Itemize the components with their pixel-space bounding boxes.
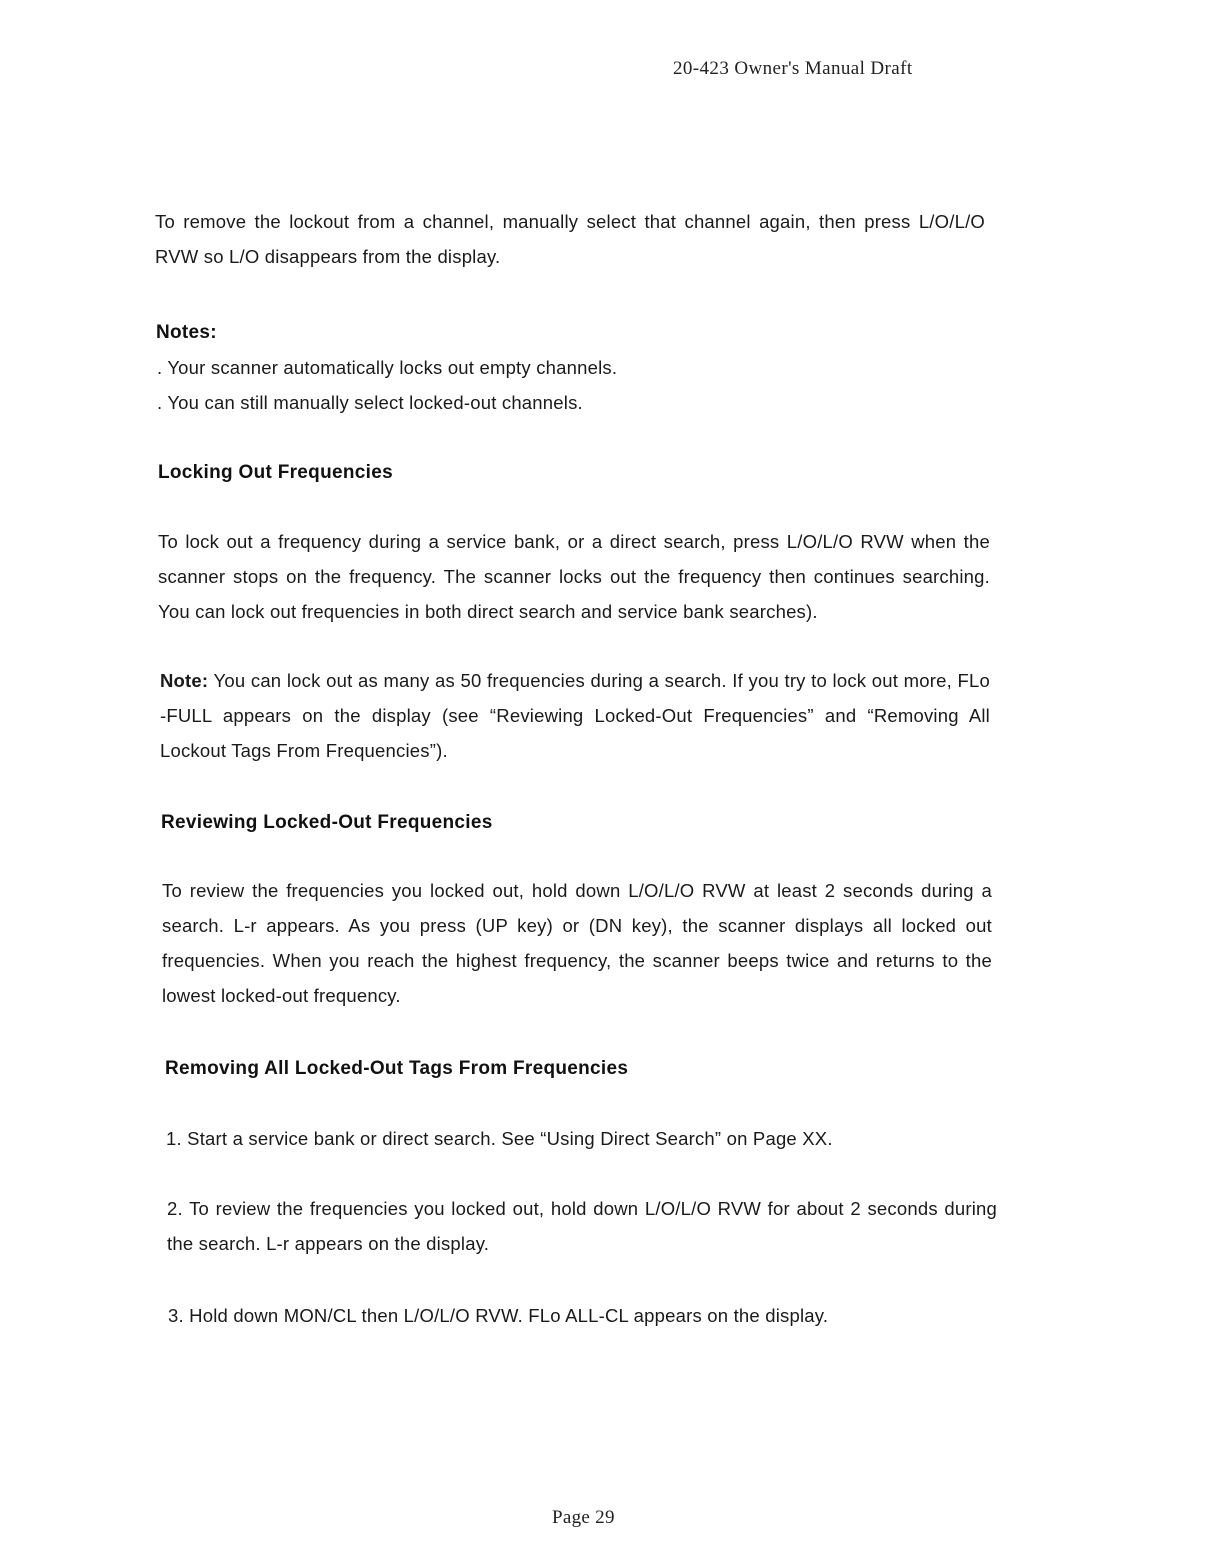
removing-step-1: 1. Start a service bank or direct search. See “Using Direct Search” on Page XX.	[166, 1128, 833, 1149]
reviewing-paragraph: To review the frequencies you locked out, hold down L/O/L/O RVW at least 2 seconds during a search. L-r appears. As you press (UP key) or (DN key), the scanner displays all locked out frequencies. When you reach the highest frequency, the scanner beeps twice and returns to the lowest locked-out frequency.	[162, 880, 992, 1006]
section-heading-locking: Locking Out Frequencies	[158, 462, 393, 483]
locking-paragraph: To lock out a frequency during a service bank, or a direct search, press L/O/L/O RVW when the scanner stops on the frequency. The scanner locks out the frequency then continues searching. You can lock out frequencies in both direct search and service bank searches).	[158, 531, 990, 622]
removing-step-2: 2. To review the frequencies you locked out, hold down L/O/L/O RVW for about 2 seconds during the search. L-r appears on the display.	[167, 1198, 997, 1254]
note-label: Note:	[160, 670, 209, 691]
list-item: . You can still manually select locked-out channels.	[157, 392, 583, 413]
removing-step-3: 3. Hold down MON/CL then L/O/L/O RVW. FLo ALL-CL appears on the display.	[168, 1305, 829, 1326]
locking-note	[160, 663, 990, 768]
section-heading-removing: Removing All Locked-Out Tags From Frequencies	[165, 1058, 629, 1079]
page-header-title: 20-423 Owner's Manual Draft	[673, 58, 913, 79]
intro-paragraph: To remove the lockout from a channel, manually select that channel again, then press L/O/L/O RVW so L/O disappears from the display.	[155, 211, 985, 267]
list-item: . Your scanner automatically locks out empty channels.	[157, 357, 618, 378]
page-number: Page 29	[552, 1507, 615, 1528]
note-text: You can lock out as many as 50 frequencies during a search. If you try to lock out more, FLo -FULL appears on the display (see “Reviewing Locked-Out Frequencies” and “Removing All Lockout Tags From Frequencies”).	[160, 670, 990, 761]
notes-list	[157, 350, 977, 420]
notes-heading: Notes:	[156, 322, 217, 343]
section-heading-reviewing: Reviewing Locked-Out Frequencies	[161, 812, 493, 833]
